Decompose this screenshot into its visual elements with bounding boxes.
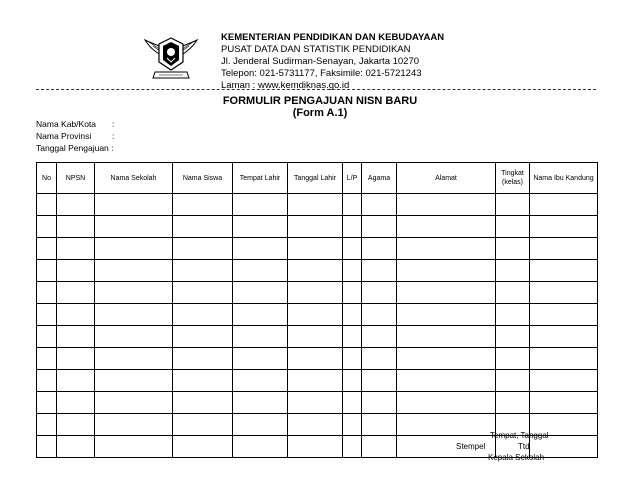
table-cell[interactable] [496,238,530,260]
table-row [37,216,598,238]
table-cell[interactable] [362,348,397,370]
table-cell[interactable] [397,326,496,348]
column-header-tingkat-line1: Tingkat [501,170,524,177]
table-cell[interactable] [233,238,288,260]
table-cell[interactable] [343,304,362,326]
table-cell[interactable] [343,392,362,414]
table-cell[interactable] [530,260,598,282]
table-cell[interactable] [397,194,496,216]
letterhead-divider [36,89,596,90]
table-cell[interactable] [343,238,362,260]
table-cell[interactable] [530,282,598,304]
table-cell[interactable] [233,348,288,370]
table-cell[interactable] [288,304,343,326]
table-cell[interactable] [95,194,173,216]
table-cell[interactable] [233,216,288,238]
signature-block [442,430,592,463]
table-cell[interactable] [37,260,57,282]
table-cell[interactable] [173,282,233,304]
table-cell[interactable] [362,436,397,458]
table-cell[interactable] [496,326,530,348]
table-cell[interactable] [37,282,57,304]
table-cell[interactable] [496,304,530,326]
table-cell[interactable] [57,304,95,326]
stamp-label: Stempel [456,442,486,451]
table-header-row [37,163,598,194]
table-cell[interactable] [173,348,233,370]
table-cell[interactable] [362,194,397,216]
form-title: FORMULIR PENGAJUAN NISN BARU [222,95,418,107]
table-cell[interactable] [37,370,57,392]
table-cell[interactable] [362,282,397,304]
form-title-block [200,95,440,119]
table-cell[interactable] [233,436,288,458]
table-cell[interactable] [343,282,362,304]
table-row [37,238,598,260]
ministry-name: KEMENTERIAN PENDIDIKAN DAN KEBUDAYAAN [221,32,445,43]
table-cell[interactable] [95,238,173,260]
table-cell[interactable] [57,194,95,216]
place-date: Tempat, Tanggal [490,431,549,440]
table-cell[interactable] [95,326,173,348]
table-cell[interactable] [343,260,362,282]
table-cell[interactable] [173,326,233,348]
table-cell[interactable] [233,282,288,304]
table-cell[interactable] [37,392,57,414]
table-cell[interactable] [288,370,343,392]
table-row [37,392,598,414]
table-cell[interactable] [233,326,288,348]
table-cell[interactable] [397,348,496,370]
table-cell[interactable] [173,260,233,282]
signed-label: Ttd [518,442,530,451]
table-cell[interactable] [397,304,496,326]
table-cell[interactable] [343,194,362,216]
table-cell[interactable] [496,370,530,392]
table-cell[interactable] [288,238,343,260]
address: Jl. Jenderal Sudirman-Senayan, Jakarta 10270 [221,56,420,67]
meta-field-provinsi [36,130,114,142]
table-cell[interactable] [397,260,496,282]
column-header-no: No [37,163,57,194]
column-header-tempat-lahir: Tempat Lahir [233,163,288,194]
table-cell[interactable] [233,414,288,436]
table-cell[interactable] [173,304,233,326]
table-row [37,370,598,392]
table-cell[interactable] [288,326,343,348]
table-cell[interactable] [530,304,598,326]
contact-numbers: Telepon: 021-5731177, Faksimile: 021-5721243 [221,68,422,79]
website: Laman : www.kemdiknas.go.id [221,80,350,91]
table-cell[interactable] [530,326,598,348]
table-cell[interactable] [57,260,95,282]
table-cell[interactable] [95,216,173,238]
table-cell[interactable] [496,216,530,238]
table-cell[interactable] [173,392,233,414]
table-cell[interactable] [173,238,233,260]
table-cell[interactable] [37,348,57,370]
table-cell[interactable] [343,326,362,348]
table-cell[interactable] [288,348,343,370]
table-row [37,194,598,216]
column-header-npsn: NPSN [57,163,95,194]
table-cell[interactable] [288,282,343,304]
table-cell[interactable] [288,392,343,414]
table-cell[interactable] [233,304,288,326]
table-body [37,194,598,458]
student-table [36,162,598,458]
table-cell[interactable] [233,392,288,414]
table-cell[interactable] [37,414,57,436]
table-cell[interactable] [362,392,397,414]
table-cell[interactable] [496,260,530,282]
table-cell[interactable] [530,194,598,216]
meta-field-kab-kota [36,118,114,130]
table-cell[interactable] [362,238,397,260]
table-cell[interactable] [362,326,397,348]
meta-label: Tanggal Pengajuan : [36,143,114,153]
table-row [37,326,598,348]
column-header-alamat: Alamat [397,163,496,194]
table-cell[interactable] [343,370,362,392]
table-cell[interactable] [530,238,598,260]
table-cell[interactable] [173,414,233,436]
table-cell[interactable] [95,414,173,436]
meta-field-tanggal-pengajuan [36,142,114,154]
table-cell[interactable] [343,414,362,436]
column-header-nama-ibu-kandung: Nama Ibu Kandung [530,163,598,194]
table-cell[interactable] [288,260,343,282]
table-cell[interactable] [343,216,362,238]
table-row [37,304,598,326]
signatory-position: Kepala Sekolah [488,453,545,462]
meta-label: Nama Provinsi [36,131,92,141]
table-cell[interactable] [362,216,397,238]
table-cell[interactable] [496,194,530,216]
table-cell[interactable] [37,238,57,260]
table-cell[interactable] [57,216,95,238]
table-cell[interactable] [95,304,173,326]
table-cell[interactable] [173,216,233,238]
table-cell[interactable] [530,392,598,414]
table-cell[interactable] [57,392,95,414]
table-row [37,348,598,370]
column-header-agama: Agama [362,163,397,194]
meta-label: Nama Kab/Kota [36,119,97,129]
table-cell[interactable] [343,348,362,370]
table-cell[interactable] [530,348,598,370]
table-cell[interactable] [57,436,95,458]
table-cell[interactable] [496,392,530,414]
table-cell[interactable] [37,304,57,326]
meta-separator: : [112,119,115,129]
table-cell[interactable] [173,370,233,392]
table-cell[interactable] [530,216,598,238]
table-cell[interactable] [397,238,496,260]
column-header-lp: L/P [343,163,362,194]
table-cell[interactable] [288,414,343,436]
table-cell[interactable] [37,436,57,458]
table-cell[interactable] [397,370,496,392]
table-cell[interactable] [233,260,288,282]
table-cell[interactable] [343,436,362,458]
table-cell[interactable] [95,348,173,370]
table-cell[interactable] [57,282,95,304]
table-row [37,282,598,304]
table-cell[interactable] [530,370,598,392]
table-cell[interactable] [288,436,343,458]
table-cell[interactable] [95,260,173,282]
table-cell[interactable] [362,304,397,326]
table-cell[interactable] [288,194,343,216]
table-cell[interactable] [37,194,57,216]
form-meta-fields [36,118,114,154]
table-cell[interactable] [362,414,397,436]
table-cell[interactable] [95,282,173,304]
table-cell[interactable] [233,370,288,392]
table-cell[interactable] [233,194,288,216]
table-cell[interactable] [397,392,496,414]
column-header-tingkat [496,163,530,194]
table-cell[interactable] [397,282,496,304]
stamp-sign-line [442,441,592,452]
letterhead [221,32,444,92]
table-cell[interactable] [288,216,343,238]
table-cell[interactable] [397,216,496,238]
table-cell[interactable] [57,348,95,370]
table-cell[interactable] [496,282,530,304]
unit-name: PUSAT DATA DAN STATISTIK PENDIDIKAN [221,44,411,55]
table-cell[interactable] [57,326,95,348]
table-cell[interactable] [362,370,397,392]
form-code: (Form A.1) [292,107,348,119]
table-cell[interactable] [37,216,57,238]
column-header-tanggal-lahir: Tanggal Lahir [288,163,343,194]
table-cell[interactable] [173,436,233,458]
table-cell[interactable] [173,194,233,216]
meta-separator: : [112,131,115,141]
table-cell[interactable] [362,260,397,282]
column-header-tingkat-line2: (kelas) [501,179,523,186]
tut-wuri-handayani-logo [143,30,199,82]
table-cell[interactable] [57,370,95,392]
table-cell[interactable] [37,326,57,348]
column-header-nama-siswa: Nama Siswa [173,163,233,194]
column-header-nama-sekolah: Nama Sekolah [95,163,173,194]
table-cell[interactable] [95,370,173,392]
table-cell[interactable] [496,348,530,370]
table-cell[interactable] [95,392,173,414]
table-cell[interactable] [95,436,173,458]
table-cell[interactable] [57,414,95,436]
table-cell[interactable] [57,238,95,260]
table-row [37,260,598,282]
